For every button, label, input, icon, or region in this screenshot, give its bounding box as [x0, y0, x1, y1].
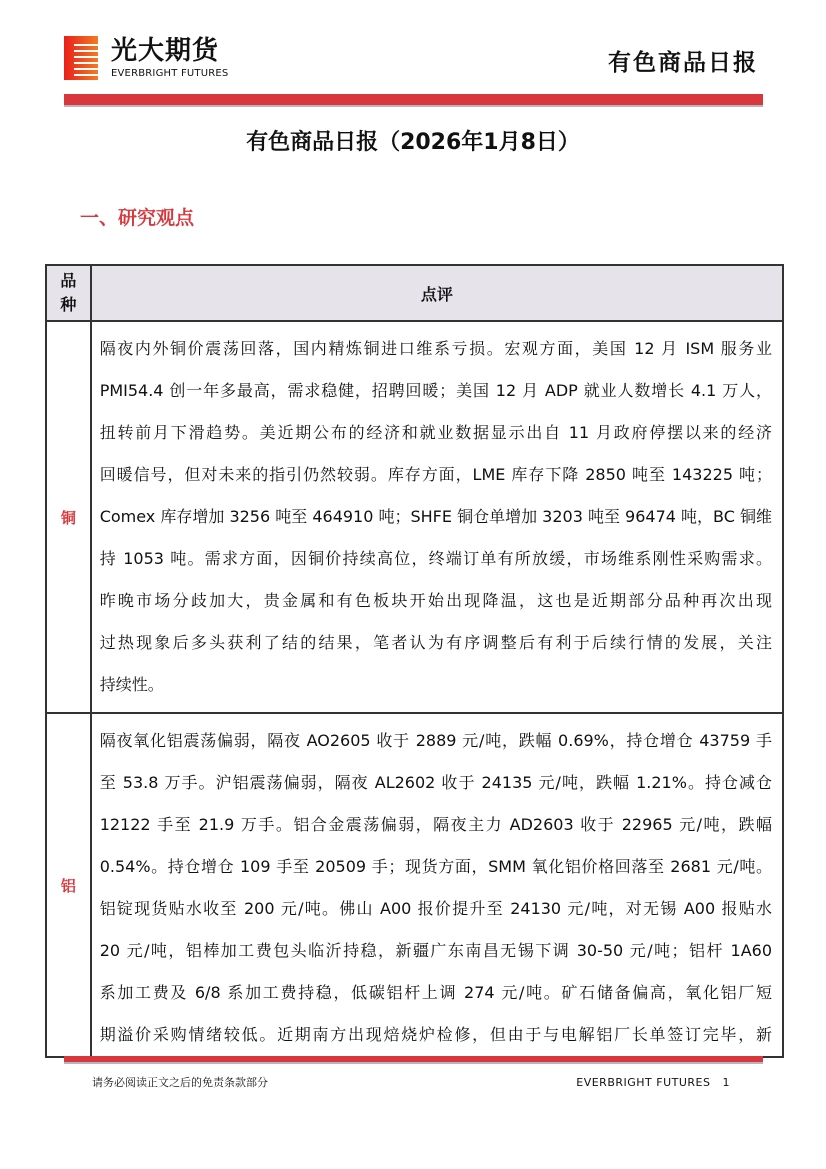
text-line: 至 53.8 万手。沪铝震荡偏弱，隔夜 AL2602 收于 24135 元/吨，跌幅 1.21%。持仓减仓	[99, 773, 772, 792]
text-line: 持 1053 吨。需求方面，因铜价持续高位，终端订单有所放缓，市场维系刚性采购需求。	[99, 549, 772, 568]
text-line: 隔夜氧化铝震荡偏弱，隔夜 AO2605 收于 2889 元/吨，跌幅 0.69%，持仓增仓 43759 手	[99, 731, 772, 750]
text-line: 扭转前月下滑趋势。美近期公布的经济和就业数据显示出自 11 月政府停摆以来的经济	[99, 423, 772, 442]
table-header-row	[46, 265, 783, 321]
text-line: 系加工费及 6/8 系加工费持稳，低碳铝杆上调 274 元/吨。矿石储备偏高，氧化铝厂短	[99, 983, 772, 1002]
footer-disclaimer: 请务必阅读正文之后的免责条款部分	[92, 1076, 268, 1089]
text-line: 期溢价采购情绪较低。近期南方出现焙烧炉检修，但由于与电解铝厂长单签订完毕，新	[99, 1025, 772, 1044]
text-line: Comex 库存增加 3256 吨至 464910 吨；SHFE 铜仓单增加 3203 吨至 96474 吨，BC 铜维	[99, 507, 772, 526]
category-cell: 铝	[46, 713, 91, 1057]
page-number: 1	[722, 1076, 730, 1089]
comment-cell	[91, 713, 783, 1057]
text-line: 持续性。	[99, 675, 164, 694]
text-line: PMI54.4 创一年多最高，需求稳健，招聘回暖；美国 12 月 ADP 就业人数增长 4.1 万人，	[99, 381, 772, 400]
header-report-name: 有色商品日报	[608, 50, 758, 76]
comment-cell	[91, 321, 783, 713]
text-line: 12122 手至 21.9 万手。铝合金震荡偏弱，隔夜主力 AD2603 收于 22965 元/吨，跌幅	[99, 815, 772, 834]
text-line: 0.54%。持仓增仓 109 手至 20509 手；现货方面，SMM 氧化铝价格回落至 2681 元/吨。	[99, 857, 772, 876]
table-row-copper	[46, 321, 783, 713]
table-row-aluminum	[46, 713, 783, 1057]
text-line: 回暖信号，但对未来的指引仍然较弱。库存方面，LME 库存下降 2850 吨至 143225 吨；	[99, 465, 772, 484]
text-line: 铝锭现货贴水收至 200 元/吨。佛山 A00 报价提升至 24130 元/吨，对无锡 A00 报贴水	[99, 899, 772, 918]
text-line: 隔夜内外铜价震荡回落，国内精炼铜进口维系亏损。宏观方面，美国 12 月 ISM 服务业	[99, 339, 772, 358]
logo-english-name: EVERBRIGHT FUTURES	[111, 68, 229, 79]
footer-divider	[64, 1056, 763, 1062]
text-line: 过热现象后多头获利了结的结果，笔者认为有序调整后有利于后续行情的发展，关注	[99, 633, 772, 652]
category-cell: 铜	[46, 321, 91, 713]
research-table	[45, 264, 784, 1058]
document-title: 有色商品日报（2026年1月8日）	[246, 130, 580, 155]
logo-chinese-name: 光大期货	[111, 36, 220, 66]
everbright-logo-icon	[64, 36, 98, 80]
header-divider	[64, 94, 763, 105]
footer-brand-name: EVERBRIGHT FUTURES	[576, 1076, 711, 1089]
section-heading: 一、研究观点	[80, 207, 195, 229]
header-category: 品种	[46, 265, 91, 321]
header-comment: 点评	[91, 265, 783, 321]
footer-brand	[576, 1076, 730, 1090]
text-line: 昨晚市场分歧加大，贵金属和有色板块开始出现降温，这也是近期部分品种再次出现	[99, 591, 772, 610]
text-line: 20 元/吨，铝棒加工费包头临沂持稳，新疆广东南昌无锡下调 30-50 元/吨；铝杆 1A60	[99, 941, 772, 960]
